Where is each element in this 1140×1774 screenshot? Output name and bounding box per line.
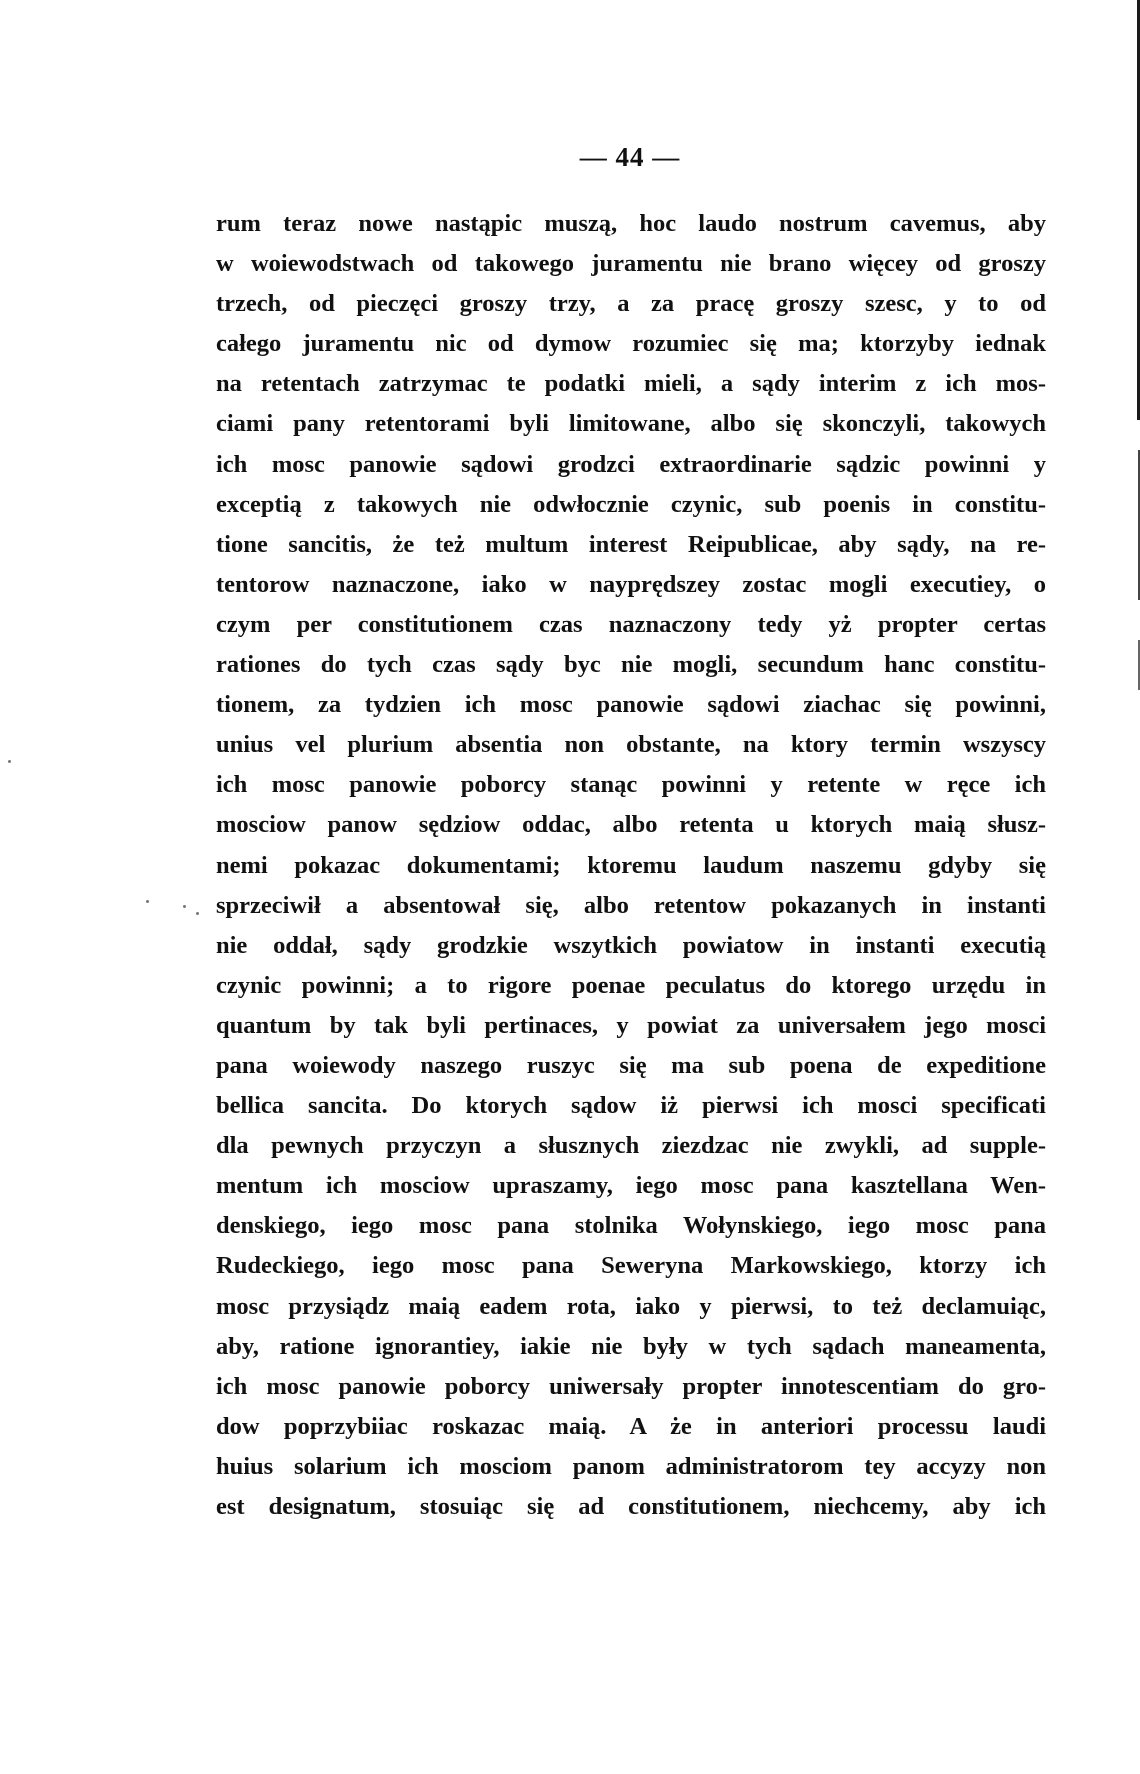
- page-number: — 44 —: [579, 142, 681, 172]
- ink-speck: [8, 760, 11, 763]
- text-line: nemi pokazac dokumentami; ktoremu laudum naszemu gdyby się: [216, 851, 1046, 879]
- text-line: unius vel plurium absentia non obstante, na ktory termin wszyscy: [216, 731, 1046, 759]
- text-line: na retentach zatrzymac te podatki mieli, a sądy interim z ich mos-: [216, 370, 1046, 398]
- text-line: aby, ratione ignorantiey, iakie nie były w tych sądach maneamenta,: [216, 1332, 1046, 1360]
- text-line: rationes do tych czas sądy byc nie mogli, secundum hanc constitu-: [216, 651, 1046, 679]
- text-line: pana woiewody naszego ruszyc się ma sub poena de expeditione: [216, 1051, 1046, 1079]
- text-line: exceptią z takowych nie odwłocznie czynic, sub poenis in constitu-: [216, 490, 1046, 518]
- text-line: mosciow panow sędziow oddac, albo retenta u ktorych maią słusz-: [216, 811, 1046, 839]
- text-line: w woiewodstwach od takowego juramentu nie brano więcey od groszy: [216, 250, 1046, 278]
- text-line: huius solarium ich mosciom panom administratorom tey accyzy non: [216, 1452, 1046, 1480]
- text-line: mentum ich mosciow upraszamy, iego mosc pana kasztellana Wen-: [216, 1172, 1046, 1200]
- text-line: mosc przysiądz maią eadem rota, iako y pierwsi, to też declamuiąc,: [216, 1292, 1046, 1320]
- text-line: est designatum, stosuiąc się ad constitutionem, niechcemy, aby ich: [216, 1493, 1046, 1520]
- text-line: tione sancitis, że też multum interest Reipublicae, aby sądy, na re-: [216, 530, 1046, 558]
- text-line: czynic powinni; a to rigore poenae peculatus do ktorego urzędu in: [216, 971, 1046, 999]
- text-line: dow poprzybiiac roskazac maią. A że in anteriori processu laudi: [216, 1412, 1046, 1440]
- text-line: denskiego, iego mosc pana stolnika Wołynskiego, iego mosc pana: [216, 1212, 1046, 1240]
- text-line: sprzeciwił a absentował się, albo retentow pokazanych in instanti: [216, 891, 1046, 919]
- text-line: bellica sancita. Do ktorych sądow iż pierwsi ich mosci specificati: [216, 1092, 1046, 1120]
- text-line: Rudeckiego, iego mosc pana Seweryna Markowskiego, ktorzy ich: [216, 1252, 1046, 1280]
- text-line: ich mosc panowie poborcy uniwersały propter innotescentiam do gro-: [216, 1372, 1046, 1400]
- ink-speck: [146, 900, 149, 903]
- text-line: tionem, za tydzien ich mosc panowie sądowi ziachac się powinni,: [216, 691, 1046, 719]
- text-line: czym per constitutionem czas naznaczony tedy yż propter certas: [216, 610, 1046, 638]
- text-line: ich mosc panowie sądowi grodzci extraordinarie sądzic powinni y: [216, 450, 1046, 478]
- ink-speck: [183, 905, 186, 908]
- ink-speck: [196, 912, 199, 915]
- text-line: całego juramentu nic od dymow rozumiec się ma; ktorzyby iednak: [216, 330, 1046, 358]
- text-line: rum teraz nowe nastąpic muszą, hoc laudo nostrum cavemus, aby: [216, 210, 1046, 237]
- text-line: quantum by tak byli pertinaces, y powiat za universałem jego mosci: [216, 1011, 1046, 1039]
- body-text: [216, 204, 1046, 1527]
- text-line: tentorow naznaczone, iako w nayprędszey zostac mogli executiey, o: [216, 570, 1046, 598]
- text-line: dla pewnych przyczyn a słusznych ziezdzac nie zwykli, ad supple-: [216, 1132, 1046, 1160]
- text-line: ciami pany retentorami byli limitowane, albo się skonczyli, takowych: [216, 410, 1046, 438]
- text-line: nie oddał, sądy grodzkie wszytkich powiatow in instanti executią: [216, 931, 1046, 959]
- text-line: trzech, od pieczęci groszy trzy, a za pracę groszy szesc, y to od: [216, 290, 1046, 318]
- text-line: ich mosc panowie poborcy stanąc powinni y retente w ręce ich: [216, 771, 1046, 799]
